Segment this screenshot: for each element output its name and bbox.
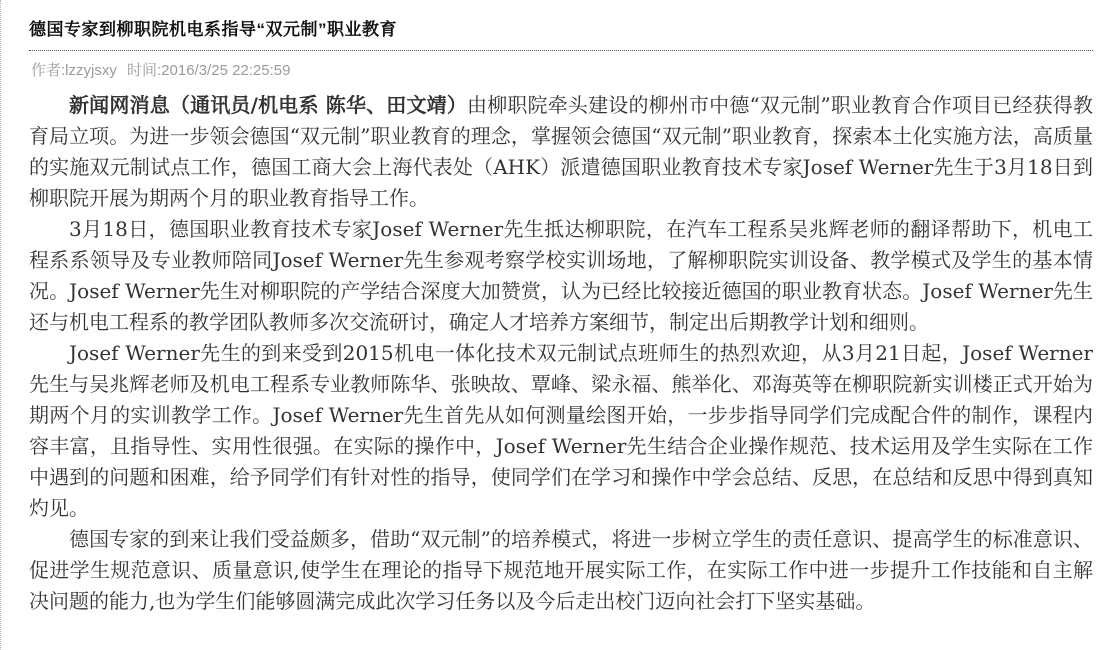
paragraph-text: 德国专家的到来让我们受益颇多，借助“双元制”的培养模式，将进一步树立学生的责任意识、提高学生的标准意识、促进学生规范意识、质量意识,使学生在理论的指导下规范地开展实际工作，在实际工作中进一步提升工作技能和自主解决问题的能力,也为学生们能够圆满完成此次学习任务以及今后走出校门迈向社会打下坚实基础。 <box>29 527 1093 613</box>
paragraph-text: 3月18日，德国职业教育技术专家Josef Werner先生抵达柳职院，在汽车工程系吴兆辉老师的翻译帮助下，机电工程系系领导及专业教师陪同Josef Werner先生参观考察学校实训场地，了解柳职院实训设备、教学模式及学生的基本情况。Josef Werner先生对柳职院的产学结合深度大加赞赏，认为已经比较接近德国的职业教育状态。Josef Werner先生还与机电工程系的教学团队教师多次交流研讨，确定人才培养方案细节，制定出后期教学计划和细则。 <box>29 217 1093 334</box>
paragraph-lead: 新闻网消息（通讯员/机电系 陈华、田文靖） <box>69 93 468 117</box>
article-meta <box>29 51 1093 82</box>
article-title: 德国专家到柳职院机电系指导“双元制”职业教育 <box>29 20 397 39</box>
paragraph <box>29 90 1093 214</box>
paragraph <box>29 524 1093 617</box>
article-body <box>29 90 1093 617</box>
paragraph-text: 由柳职院牵头建设的柳州市中德“双元制”职业教育合作项目已经获得教育局立项。为进一步领会德国“双元制”职业教育的理念，掌握领会德国“双元制”职业教育，探索本土化实施方法，高质量的实施双元制试点工作，德国工商大会上海代表处（AHK）派遣德国职业教育技术专家Josef Werner先生于3月18日到柳职院开展为期两个月的职业教育指导工作。 <box>29 93 1093 210</box>
paragraph <box>29 338 1093 524</box>
author-text: 作者:lzzyjsxy <box>31 62 117 79</box>
publish-time-text: 时间:2016/3/25 22:25:59 <box>127 62 291 79</box>
paragraph-text: Josef Werner先生的到来受到2015机电一体化技术双元制试点班师生的热烈欢迎，从3月21日起，Josef Werner先生与吴兆辉老师及机电工程系专业教师陈华、张映故、覃峰、梁永福、熊举化、邓海英等在柳职院新实训楼正式开始为期两个月的实训教学工作。Josef Werner先生首先从如何测量绘图开始，一步步指导同学们完成配合件的制作，课程内容丰富，且指导性、实用性很强。在实际的操作中，Josef Werner先生结合企业操作规范、技术运用及学生实际在工作中遇到的问题和困难，给予同学们有针对性的指导，使同学们在学习和操作中学会总结、反思，在总结和反思中得到真知灼见。 <box>29 341 1093 520</box>
paragraph <box>29 214 1093 338</box>
